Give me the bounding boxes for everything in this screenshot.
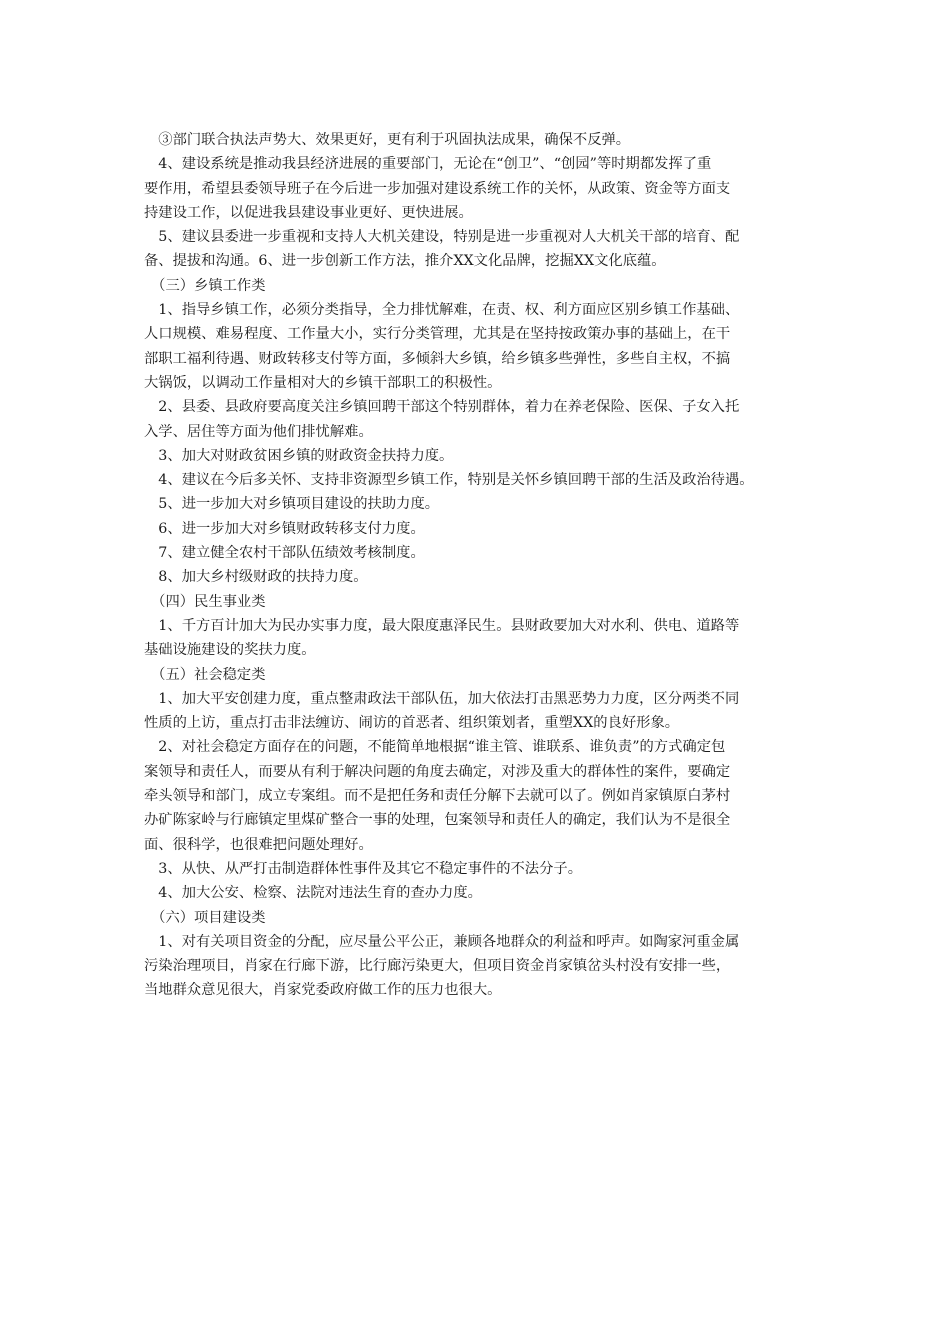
text-line: 3、从快、从严打击制造群体性事件及其它不稳定事件的不法分子。 bbox=[144, 860, 582, 877]
text-line: 性质的上访，重点打击非法缠访、闹访的首恶者、组织策划者，重塑XX的良好形象。 bbox=[144, 715, 680, 732]
text-line: 2、对社会稳定方面存在的问题，不能简单地根据“谁主管、谁联系、谁负责”的方式确定包 bbox=[144, 739, 726, 756]
text-line: 2、县委、县政府要高度关注乡镇回聘干部这个特别群体，着力在养老保险、医保、子女入托 bbox=[144, 399, 740, 416]
text-line: 1、千方百计加大为民办实事力度，最大限度惠泽民生。县财政要加大对水利、供电、道路等 bbox=[144, 617, 740, 634]
text-line: 牵头领导和部门，成立专案组。而不是把任务和责任分解下去就可以了。例如肖家镇原白茅村 bbox=[144, 788, 731, 805]
text-line: （六）项目建设类 bbox=[144, 909, 266, 926]
text-line: 面、很科学，也很难把问题处理好。 bbox=[144, 836, 373, 853]
text-line: 4、加大公安、检察、法院对违法生育的查办力度。 bbox=[144, 885, 482, 902]
text-line: 大锅饭，以调动工作量相对大的乡镇干部职工的积极性。 bbox=[144, 374, 502, 391]
text-line: 6、进一步加大对乡镇财政转移支付力度。 bbox=[144, 520, 425, 537]
text-line: 办矿陈家岭与行廊镇定里煤矿整合一事的处理，包案领导和责任人的确定，我们认为不是很全 bbox=[144, 812, 731, 829]
text-line: 3、加大对财政贫困乡镇的财政资金扶持力度。 bbox=[144, 447, 454, 464]
text-line: （五）社会稳定类 bbox=[144, 666, 266, 683]
text-line: 持建设工作，以促进我县建设事业更好、更快进展。 bbox=[144, 204, 473, 221]
text-line: 污染治理项目，肖家在行廊下游，比行廊污染更大，但项目资金肖家镇岔头村没有安排一些， bbox=[144, 958, 731, 975]
text-line: 部职工福利待遇、财政转移支付等方面，多倾斜大乡镇，给乡镇多些弹性，多些自主权，不搞 bbox=[144, 350, 731, 367]
text-line: 基础设施建设的奖扶力度。 bbox=[144, 642, 316, 659]
text-line: 入学、居住等方面为他们排忧解难。 bbox=[144, 423, 373, 440]
text-line: 1、指导乡镇工作，必须分类指导，全力排忧解难，在责、权、利方面应区别乡镇工作基础、 bbox=[144, 302, 740, 319]
text-line: 4、建设系统是推动我县经济进展的重要部门，无论在“创卫”、“创园”等时期都发挥了重 bbox=[144, 156, 712, 173]
text-line: 当地群众意见很大，肖家党委政府做工作的压力也很大。 bbox=[144, 982, 502, 999]
text-line: 备、提拔和沟通。6、进一步创新工作方法，推介XX文化品牌，挖掘XX文化底蕴。 bbox=[144, 253, 666, 270]
document-body bbox=[144, 128, 824, 1003]
text-line: 案领导和责任人，而要从有利于解决问题的角度去确定，对涉及重大的群体性的案件，要确定 bbox=[144, 763, 731, 780]
text-line: 5、建议县委进一步重视和支持人大机关建设，特别是进一步重视对人大机关干部的培育、配 bbox=[144, 229, 740, 246]
text-line: 人口规模、难易程度、工作量大小，实行分类管理，尤其是在坚持按政策办事的基础上，在干 bbox=[144, 326, 731, 343]
text-line: （四）民生事业类 bbox=[144, 593, 266, 610]
text-line: 要作用，希望县委领导班子在今后进一步加强对建设系统工作的关怀，从政策、资金等方面支 bbox=[144, 180, 731, 197]
text-line: 8、加大乡村级财政的扶持力度。 bbox=[144, 569, 368, 586]
text-line: 1、加大平安创建力度，重点整肃政法干部队伍，加大依法打击黑恶势力力度，区分两类不同 bbox=[144, 690, 740, 707]
text-line: 1、对有关项目资金的分配，应尽量公平公正，兼顾各地群众的利益和呼声。如陶家河重金属 bbox=[144, 933, 740, 950]
text-line: 5、进一步加大对乡镇项目建设的扶助力度。 bbox=[144, 496, 440, 513]
text-line: （三）乡镇工作类 bbox=[144, 277, 266, 294]
text-line: 4、建议在今后多关怀、支持非资源型乡镇工作，特别是关怀乡镇回聘干部的生活及政治待遇。 bbox=[144, 472, 754, 489]
text-line: 7、建立健全农村干部队伍绩效考核制度。 bbox=[144, 545, 425, 562]
text-line: ③部门联合执法声势大、效果更好，更有利于巩固执法成果，确保不反弹。 bbox=[144, 132, 631, 148]
